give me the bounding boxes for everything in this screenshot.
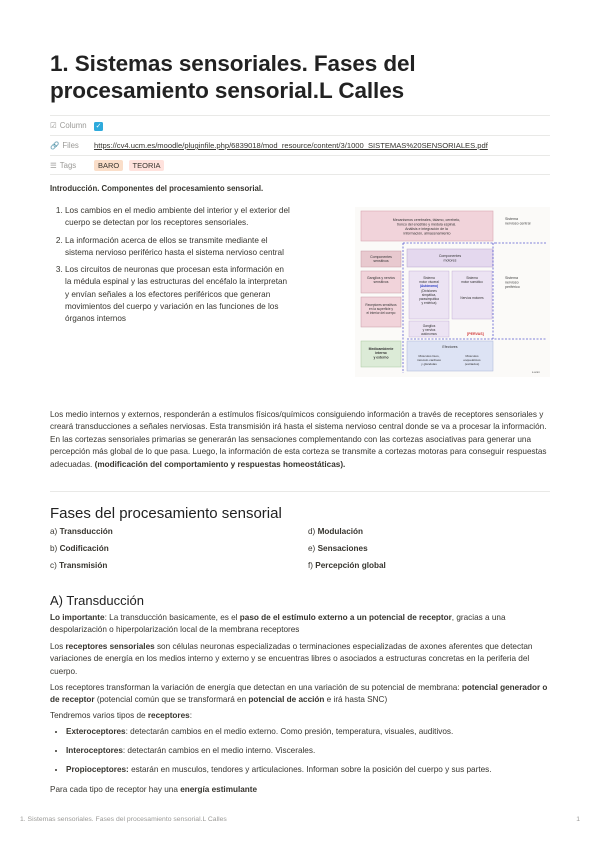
tag-baro[interactable]: BARO — [94, 160, 123, 171]
property-tags — [50, 155, 550, 175]
page-number: 1 — [576, 816, 580, 823]
property-key — [50, 161, 90, 170]
visceral-text: Sistema motor visceral (Autónomo) (Divisiones simpática, parasimpática y entérica) — [419, 276, 439, 305]
transduccion-p5: Para cada tipo de receptor hay una energía estimulante — [50, 785, 258, 794]
list-item: 1. Los cambios en el medio ambiente del interior y el exterior del cuerpo se detectan por los receptores sensoriales. — [65, 205, 290, 230]
corner-label: s.anm — [531, 370, 540, 374]
cns-label: Sistema nervioso central — [505, 217, 531, 226]
list-item: 3. Los circuitos de neuronas que procesan esta información en la médula espinal y las estructuras del encéfalo la interpretan y envían señales a los efectores periféricos que generan movimientos del cuerpo y variación en las funciones de los órganos internos — [65, 264, 290, 325]
phase-item: d) Modulación — [308, 527, 364, 536]
effectors-text: Efectores — [442, 345, 458, 349]
somatic-text: Sistema motor somático Nervios motores — [460, 276, 484, 300]
nervous-system-diagram — [355, 207, 550, 377]
property-key — [50, 141, 90, 150]
tag-teoria[interactable]: TEORIA — [129, 160, 165, 171]
transduccion-heading: A) Transducción — [50, 593, 144, 608]
phase-item: f) Percepción global — [308, 561, 386, 570]
pns-label: Sistema nervioso periférico — [505, 276, 520, 289]
phase-item: a) Transducción — [50, 527, 113, 536]
checkbox-icon: ☑ — [50, 121, 57, 130]
phases-heading: Fases del procesamiento sensorial — [50, 505, 282, 522]
property-files — [50, 135, 550, 155]
transduccion-p3: Los receptores transforman la variación de energía que detectan en una variación de su potencial de membrana: potencial generador o de receptor (potencial común que se transformará en potencial de acción e irá hasta SNC) — [50, 683, 548, 705]
effectors-sub1: Músculos lisos, músculo cardíaco y glándulas — [416, 354, 442, 366]
transduccion-p2: Los receptores sensoriales son células neuronas especializadas o terminaciones especializadas de axones aferentes que detectan variaciones de energía en los medios interno y externo y se encuentras libres o asociados a estructuras concretas en la periferia del cuerpo. — [50, 642, 533, 676]
properties-table — [50, 115, 550, 175]
transduccion-p1: Lo importante: La transducción basicamente, es el paso de el estímulo externo a un potencial de receptor, gracias a una despolarización o hiperpolarización local de la membrana receptores — [50, 613, 506, 635]
tags-label: Tags — [59, 160, 77, 170]
attachment-icon: 🔗 — [50, 141, 60, 150]
list-icon: ☰ — [50, 160, 57, 170]
sensory-box-text: Componentes sensitivos — [370, 255, 392, 264]
environment-text: Medioambiente interno y externo — [368, 347, 394, 360]
phase-item: c) Transmisión — [50, 561, 108, 570]
motor-box-text: Componentes motores — [438, 254, 462, 263]
footer-title: 1. Sistemas sensoriales. Fases del procesamiento sensorial.L Calles — [20, 816, 227, 823]
autonomic-ganglia-text: Ganglios y nervios autónomos — [421, 324, 437, 336]
property-key — [50, 121, 90, 130]
divider — [50, 491, 550, 492]
list-item: • Propioceptores: estarán en musculos, tendores y articulaciones. Informan sobre la posición del cuerpo y sus partes. — [66, 764, 550, 776]
column-checkbox[interactable]: ✓ — [95, 122, 102, 130]
transduccion-p4: Tendremos varios tipos de receptores: — [50, 711, 192, 720]
body-paragraph: Los medio internos y externos, responderán a estímulos físicos/químicos consiguiendo información a través de receptores sensoriales y creará transducciones a señales nerviosas. Esta transmisión irá hasta el sistema nervioso central donde se va a procesar la información. En las cortezas sensoriales primarias se generarán las sensaciones complementando con las cortezas asociativas para generar una percepción más global de lo que pasa. Luego, la información de esta corteza se transmite a cortezas motoras para conseguir respuestas adecuadas. (modificación del comportamiento y respuestas homeostáticas). — [50, 410, 547, 469]
effectors-sub2: Músculos esqueléticos (estriados) — [463, 354, 481, 366]
phase-item: e) Sensaciones — [308, 544, 368, 553]
files-label: Files — [62, 141, 79, 150]
property-column — [50, 115, 550, 135]
phase-item: b) Codificación — [50, 544, 109, 553]
pervas-tag: [PERVAS] — [467, 332, 484, 336]
intro-list — [50, 205, 290, 331]
page-footer — [20, 816, 580, 823]
column-label: Column — [59, 121, 87, 130]
cns-box-text: Mecanismos cerebrales, tálamo, cerebelo, tronco del encéfalo y médula espinal. Análisis e integración de la información, almacenamiento — [392, 218, 461, 236]
intro-heading: Introducción. Componentes del procesamiento sensorial. — [50, 184, 264, 193]
list-item: 2. La información acerca de ellos se transmite mediante el sistema nervioso periférico hasta el sistema nervioso central — [65, 235, 290, 260]
page-title: 1. Sistemas sensoriales. Fases del procesamiento sensorial.L Calles — [50, 51, 416, 103]
receptor-types-list — [50, 726, 550, 783]
ganglia-box-text: Ganglios y nervios sensitivos — [367, 276, 395, 285]
list-item: • Exteroceptores: detectarán cambios en el medio externo. Como presión, temperatura, visuales, auditivos. — [66, 726, 550, 738]
receptors-box-text: Receptores sensitivos en la superficie y el interior del cuerpo — [365, 303, 397, 315]
list-item: • Interoceptores: detectarán cambios en el medio interno. Viscerales. — [66, 745, 550, 757]
files-link[interactable]: https://cv4.ucm.es/moodle/pluginfile.php/6839018/mod_resource/content/3/1000_SISTEMAS%20SENSORIALES.pdf — [94, 141, 488, 150]
